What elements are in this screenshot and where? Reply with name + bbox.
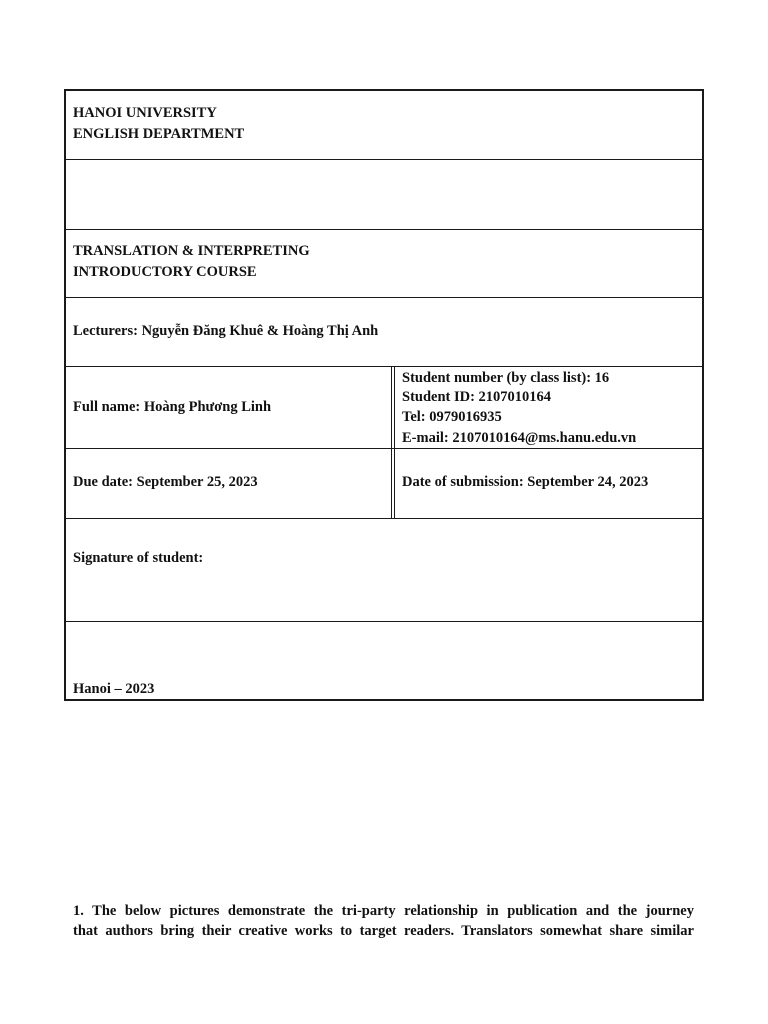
student-id: Student ID: 2107010164 xyxy=(402,389,552,405)
question-line-2: that authors bring their creative works to target readers. Translators somewhat share similar xyxy=(73,923,694,939)
department-name: ENGLISH DEPARTMENT xyxy=(73,126,245,142)
submission-date-cell xyxy=(394,449,702,518)
student-details-cell xyxy=(394,367,702,448)
place-year: Hanoi – 2023 xyxy=(73,681,155,697)
place-year-row xyxy=(66,622,702,701)
full-name: Full name: Hoàng Phương Linh xyxy=(73,399,272,415)
student-number: Student number (by class list): 16 xyxy=(402,370,610,386)
question-paragraph xyxy=(73,901,694,941)
university-name: HANOI UNIVERSITY xyxy=(73,105,217,121)
course-title-line-1: TRANSLATION & INTERPRETING xyxy=(73,243,310,259)
cover-table xyxy=(64,89,704,701)
lecturers-row xyxy=(66,298,702,367)
question-line-1: 1. The below pictures demonstrate the tri-party relationship in publication and the journey xyxy=(73,903,694,919)
student-email: E-mail: 2107010164@ms.hanu.edu.vn xyxy=(402,430,637,446)
signature-label: Signature of student: xyxy=(73,550,204,566)
due-date-cell xyxy=(66,449,392,518)
student-tel: Tel: 0979016935 xyxy=(402,409,502,425)
blank-row xyxy=(66,160,702,230)
due-date: Due date: September 25, 2023 xyxy=(73,474,258,490)
header-row xyxy=(66,91,702,160)
course-title-line-2: INTRODUCTORY COURSE xyxy=(73,264,257,280)
signature-row xyxy=(66,519,702,622)
dates-row xyxy=(66,449,702,519)
full-name-cell xyxy=(66,367,392,448)
submission-date: Date of submission: September 24, 2023 xyxy=(402,474,649,490)
course-row xyxy=(66,230,702,298)
lecturers: Lecturers: Nguyễn Đăng Khuê & Hoàng Thị Anh xyxy=(73,323,379,339)
student-info-row xyxy=(66,367,702,449)
